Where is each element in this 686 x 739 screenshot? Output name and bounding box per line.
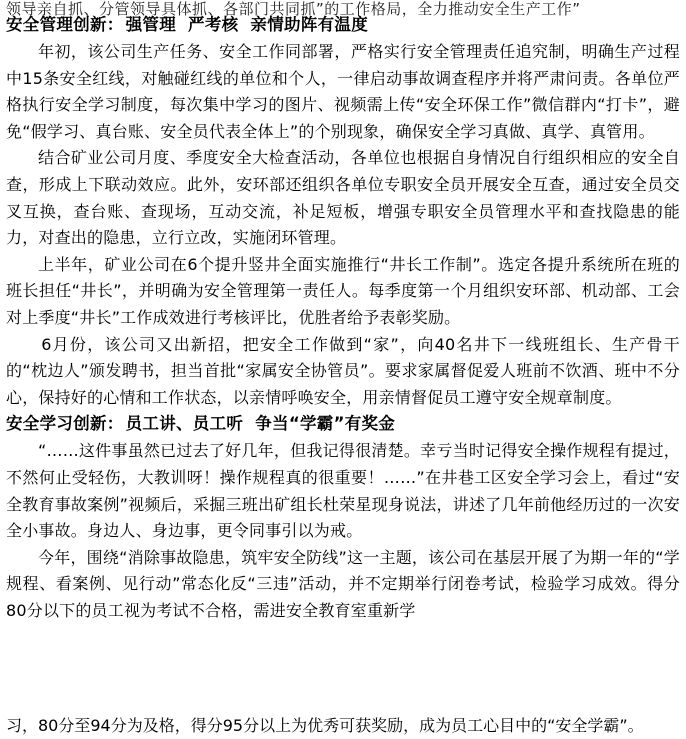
heading-segment-2: 严考核 (188, 15, 239, 34)
section-safety-management (6, 12, 680, 411)
heading-lead: 安全管理创新： (6, 15, 124, 34)
paragraph: 今年，围绕“消除事故隐患，筑牢安全防线”这一主题，该公司在基层开展了为期一年的“学规程、看案例、见行动”常态化反“三违”活动，并不定期举行闭卷考试，检验学习成效。得分80分以下的员工视为考试不合格，需进安全教育室重新学 (6, 547, 680, 620)
heading-segment-2: 争当“学霸”有奖金 (255, 414, 396, 434)
paragraph: 6月份，该公司又出新招，把安全工作做到“家”，向40名井下一线班组长、生产骨干的“枕边人”颁发聘书，担当首批“家属安全协管员”。要求家属督促爱人班前不饮酒、班中不分心，保持好的心情和工作状态，以亲情呼唤安全，用亲情督促员工遵守安全规章制度。 (6, 334, 680, 407)
heading-segment-1: 强管理 (125, 15, 177, 34)
paragraph: 年初，该公司生产任务、安全工作同部署，严格实行安全管理责任追究制，明确生产过程中15条安全红线，对触碰红线的单位和个人，一律启动事故调查程序并将严肃问责。各单位严格执行安全学习制度，每次集中学习的图片、视频需上传“安全环保工作”微信群内“打卡”，避免“假学习、真台账、安全员代表全体上”的个别现象，确保安全学习真做、真学、真管用。 (6, 42, 680, 141)
clipped-top-line: 领导亲自抓、分管领导具体抓、各部门共同抓”的工作格局，全力推动安全生产工作” (6, 0, 581, 18)
paragraph: “……这件事虽然已过去了好几年，但我记得很清楚。幸亏当时记得安全操作规程有提过，不然何止受轻伤，大教训呀！操作规程真的很重要！……”在井巷工区安全学习会上，看过“安全教育事故案例”视频后，采掘三班出矿组长杜荣星现身说法，讲述了几年前他经历过的一次安全小事故。身边人、身边事，更令同事引以为戒。 (6, 441, 680, 541)
paragraph: 上半年，矿业公司在6个提升竖井全面实施推行“井长工作制”。选定各提升系统所在班的班长担任“井长”，并明确为安全管理第一责任人。每季度第一个月组织安环部、机动部、工会对上季度“井长”工作成效进行考核评比，优胜者给予表彰奖励。 (6, 254, 680, 327)
heading-segment-3: 亲情助阵有温度 (250, 15, 369, 34)
heading-lead: 安全学习创新： (6, 414, 124, 434)
clipped-bottom-line: 习，80分至94分为及格，得分95分以上为优秀可获奖励，成为员工心目中的“安全学霸”。 (6, 716, 644, 735)
section-heading (6, 411, 680, 437)
paragraph: 结合矿业公司月度、季度安全大检查活动，各单位也根据自身情况自行组织相应的安全自查，形成上下联动效应。此外，安环部还组织各单位专职安全员开展安全互查，通过安全员交叉互换，查台账、查现场，互动交流，补足短板，增强专职安全员管理水平和查找隐患的能力，对查出的隐患，立行立改，实施闭环管理。 (6, 148, 680, 248)
section-safety-learning (6, 411, 680, 624)
heading-segment-1: 员工讲、员工听 (125, 414, 244, 434)
